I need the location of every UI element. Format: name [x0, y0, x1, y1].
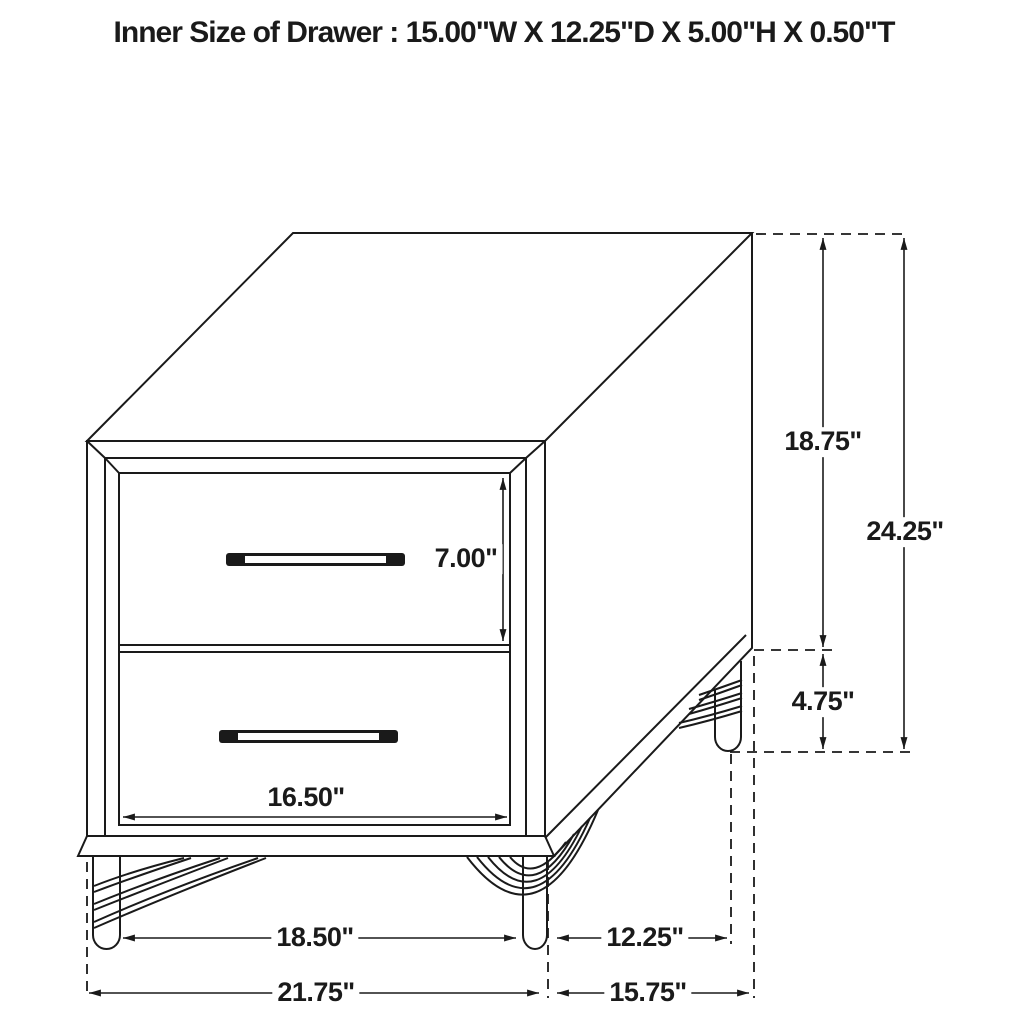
drawer-handle-bottom [219, 730, 398, 743]
dim-label-body-height: 18.75" [779, 427, 866, 457]
side-panel [545, 233, 752, 856]
drawer-divider [119, 645, 510, 652]
legs [93, 661, 742, 949]
diagram-title: Inner Size of Drawer : 15.00"W X 12.25"D X 5.00"H X 0.50"T [113, 16, 895, 49]
rear-leg [679, 661, 742, 751]
front-left-leg [93, 857, 266, 949]
dim-label-drawer-face-width: 16.50" [262, 783, 349, 813]
top-panel [87, 233, 752, 441]
dim-label-leg-height: 4.75" [787, 687, 860, 717]
drawer-handle-top [226, 553, 405, 566]
dim-label-overall-height: 24.25" [861, 517, 948, 547]
dim-label-drawer-opening-height: 7.00" [430, 544, 503, 574]
dim-label-overall-depth: 15.75" [604, 978, 691, 1008]
dim-label-side-leg-span: 12.25" [601, 923, 688, 953]
dim-label-overall-width: 21.75" [272, 978, 359, 1008]
dashed-extension-lines [87, 234, 910, 998]
dim-label-front-leg-span: 18.50" [271, 923, 358, 953]
cabinet-body [78, 233, 752, 856]
